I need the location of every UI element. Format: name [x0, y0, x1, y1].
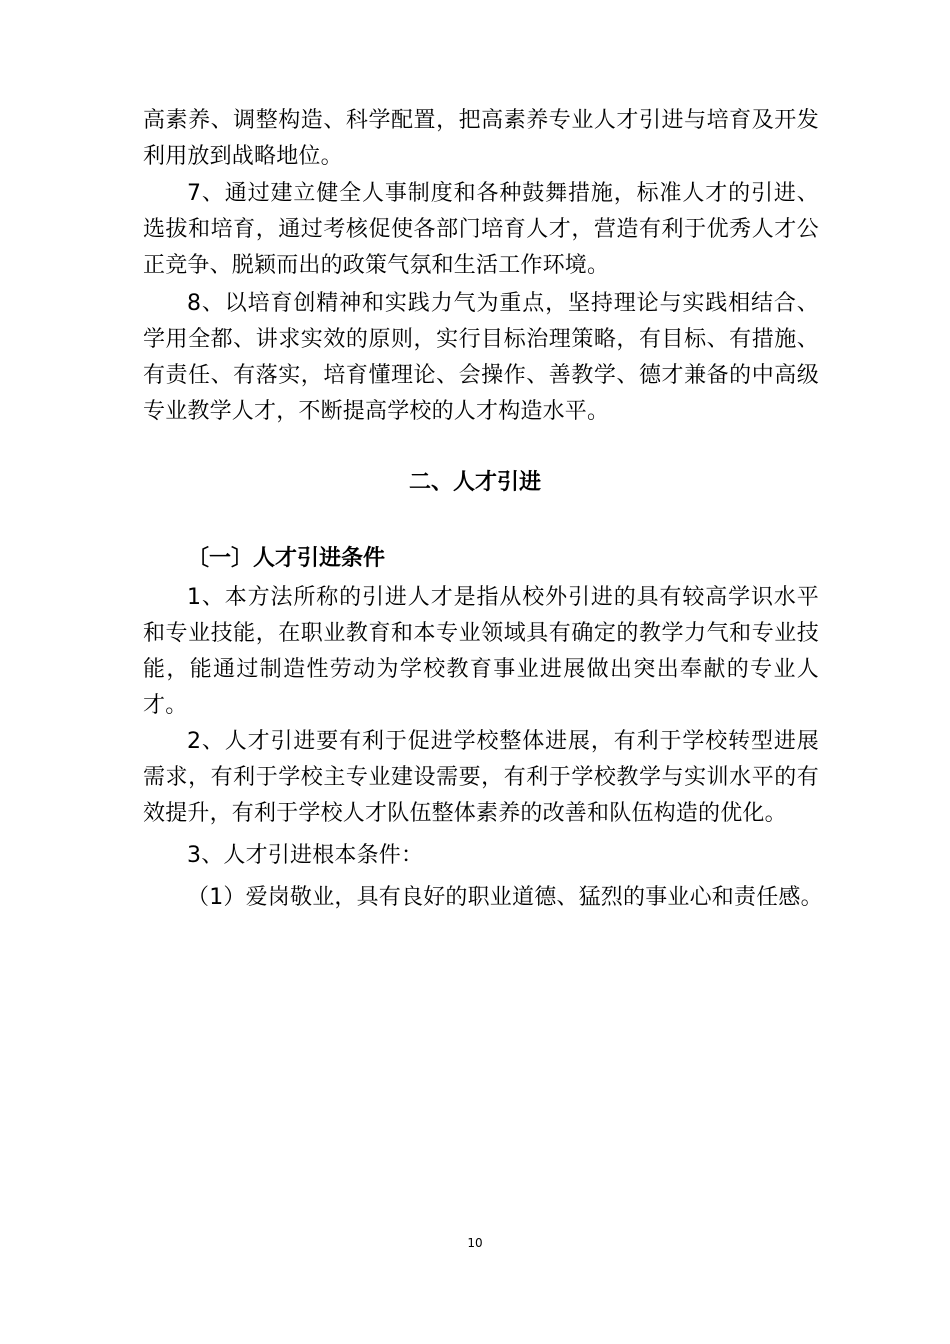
paragraph-item-3-1: （1）爱岗敬业，具有良好的职业道德、猛烈的事业心和责任感。	[187, 885, 823, 910]
paragraph-item-8: 8、以培育创精神和实践力气为重点，坚持理论与实践相结合、学用全都、讲求实效的原则，实行目标治理策略，有目标、有措施、有责任、有落实，培育懂理论、会操作、善教学、德才兼备的中高级专业教学人才，不断提高学校的人才构造水平。	[143, 291, 819, 424]
page-number: 10	[467, 1236, 483, 1250]
paragraph-item-2: 2、人才引进要有利于促进学校整体进展，有利于学校转型进展需求，有利于学校主专业建设需要，有利于学校教学与实训水平的有效提升，有利于学校人才队伍整体素养的改善和队伍构造的优化。	[143, 729, 819, 826]
paragraph-item-3: 3、人才引进根本条件：	[187, 843, 424, 868]
paragraph-continuation: 高素养、调整构造、科学配置，把高素养专业人才引进与培育及开发利用放到战略地位。	[143, 108, 819, 169]
section-heading: 二、人才引进	[408, 470, 541, 495]
subsection-heading: 〔一〕人才引进条件	[187, 546, 386, 571]
paragraph-item-1: 1、本方法所称的引进人才是指从校外引进的具有较高学识水平和专业技能，在职业教育和本专业领域具有确定的教学力气和专业技能，能通过制造性劳动为学校教育事业进展做出突出奉献的专业人才。	[143, 585, 819, 718]
paragraph-item-7: 7、通过建立健全人事制度和各种鼓舞措施，标准人才的引进、选拔和培育，通过考核促使各部门培育人才，营造有利于优秀人才公正竞争、脱颖而出的政策气氛和生活工作环境。	[143, 181, 819, 278]
